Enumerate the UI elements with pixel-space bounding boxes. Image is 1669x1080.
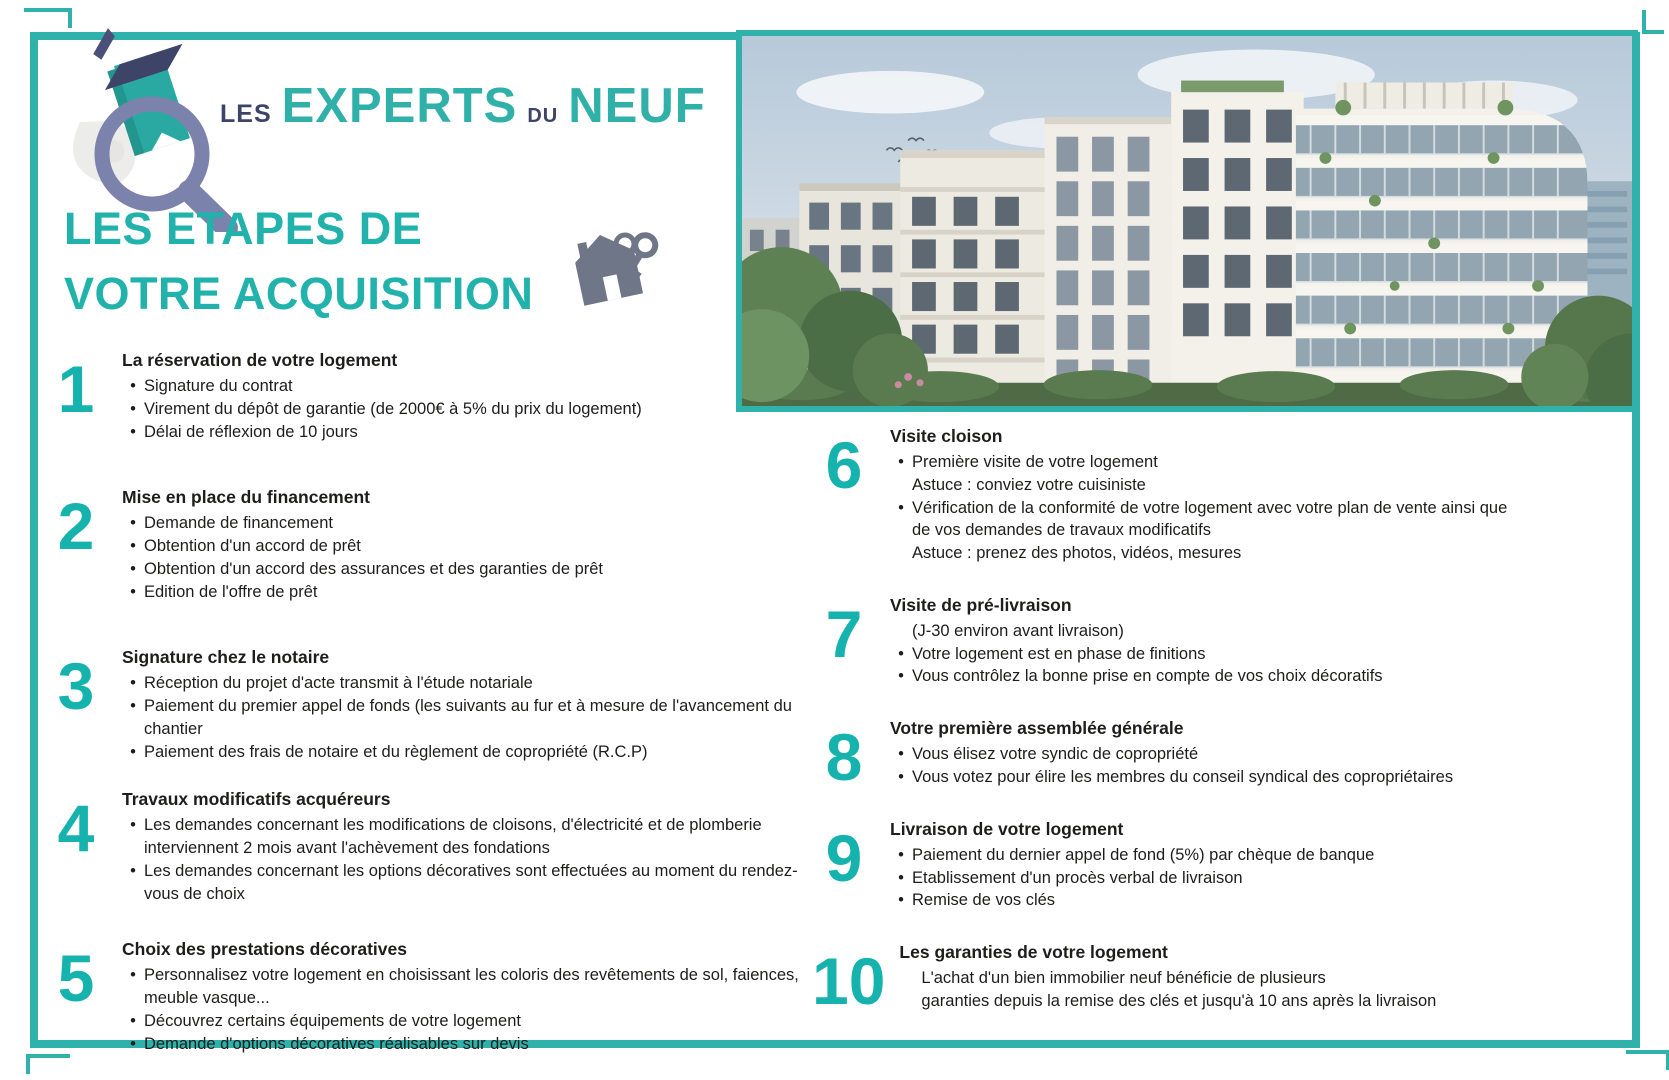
- step-1: [46, 350, 812, 443]
- bullet-item: • Obtention d'un accord des assurances et des garanties de prêt: [130, 559, 604, 578]
- step-heading: Mise en place du financement: [122, 487, 370, 508]
- step-heading: Les garanties de votre logement: [899, 942, 1168, 963]
- bullet-item: • Demande d'options décoratives réalisables sur devis: [130, 1034, 529, 1053]
- step-8: [812, 718, 1528, 795]
- step-heading: Signature chez le notaire: [122, 647, 330, 668]
- step-9: [812, 819, 1528, 912]
- page-title: [64, 196, 533, 327]
- bullet-item: • Demande de financement: [130, 514, 333, 533]
- bullet-item: • Découvrez certains équipements de votre logement: [130, 1012, 521, 1031]
- brand-les: LES: [220, 100, 272, 128]
- step-heading: Visite de pré-livraison: [890, 594, 1072, 615]
- building-photo: [736, 30, 1638, 412]
- bullet-item: • Votre logement est en phase de finitions: [898, 644, 1206, 663]
- step-number: 2: [57, 489, 95, 564]
- step-2: [46, 487, 812, 603]
- bullet-item: • Paiement des frais de notaire et du règlement de copropriété (R.C.P): [130, 742, 648, 761]
- step-number: 7: [825, 596, 863, 671]
- step-number: 9: [825, 820, 863, 895]
- building-rendering-image: [742, 36, 1632, 406]
- bullet-item: • Vous contrôlez la bonne prise en compte de vos choix décoratifs: [898, 667, 1383, 686]
- step-number: 8: [825, 720, 863, 795]
- bullet-item: • Les demandes concernant les options décoratives sont effectuées au moment du rendez-vous de choix: [130, 861, 798, 903]
- step-heading: Travaux modificatifs acquéreurs: [122, 789, 391, 810]
- text-line: garanties depuis la remise des clés et jusqu'à 10 ans après la livraison: [921, 991, 1437, 1010]
- step-heading: Votre première assemblée générale: [890, 718, 1184, 739]
- text-line: (J-30 environ avant livraison): [912, 621, 1124, 640]
- bullet-item: • Signature du contrat: [130, 377, 293, 395]
- step-number: 6: [825, 428, 863, 502]
- text-line: L'achat d'un bien immobilier neuf bénéficie de plusieurs: [921, 969, 1326, 988]
- brand-logo: [52, 0, 712, 200]
- brand-neuf: NEUF: [568, 79, 706, 133]
- step-4: [46, 789, 812, 905]
- bullet-item: • Obtention d'un accord de prêt: [130, 537, 361, 556]
- page-title-line1: LES ETAPES DE: [64, 203, 423, 254]
- step-5: [46, 939, 812, 1055]
- bullet-item: • Paiement du premier appel de fonds (les suivants au fur et à mesure de l'avancement du chantier: [130, 697, 792, 738]
- bullet-item: • Paiement du dernier appel de fond (5%) par chèque de banque: [898, 845, 1375, 864]
- step-number: 1: [57, 352, 95, 426]
- step-7: [812, 595, 1528, 688]
- text-line: Astuce : prenez des photos, vidéos, mesures: [912, 544, 1242, 563]
- step-number: 3: [57, 649, 95, 724]
- house-with-keys-icon: [563, 218, 673, 308]
- bullet-item: • Les demandes concernant les modifications de cloisons, d'électricité et de plomberie interviennent 2 mois avant l'achèvement des fondations: [130, 816, 762, 858]
- bullet-item: • Edition de l'offre de prêt: [130, 582, 318, 601]
- step-6: [812, 426, 1528, 565]
- bullet-item: • Délai de réflexion de 10 jours: [130, 422, 358, 441]
- corner-bracket-bottom-right: [1626, 1050, 1669, 1070]
- step-heading: Livraison de votre logement: [890, 818, 1124, 839]
- brand-du: DU: [527, 105, 559, 127]
- step-heading: Visite cloison: [890, 426, 1003, 446]
- step-number: 5: [57, 941, 95, 1016]
- bullet-item: • Personnalisez votre logement en choisissant les coloris des revêtements de sol, faiences, meuble vasque...: [130, 966, 799, 1008]
- bullet-item: • Vérification de la conformité de votre logement avec votre plan de vente ainsi que de vos demandes de travaux modificatifs: [898, 498, 1508, 540]
- bullet-item: • Réception du projet d'acte transmit à l'étude notariale: [130, 674, 533, 693]
- bullet-item: • Première visite de votre logement: [898, 453, 1158, 471]
- bullet-item: • Vous votez pour élire les membres du conseil syndical des copropriétaires: [898, 767, 1454, 786]
- corner-bracket-top-right: [1642, 10, 1664, 34]
- brand-experts: EXPERTS: [281, 79, 518, 133]
- steps-left-column: [46, 350, 812, 1080]
- step-number: 10: [812, 944, 886, 1019]
- step-number: 4: [57, 791, 95, 866]
- brand-wordmark: [220, 78, 706, 134]
- bullet-item: • Vous élisez votre syndic de copropriété: [898, 745, 1199, 764]
- step-heading: Choix des prestations décoratives: [122, 939, 407, 960]
- step-3: [46, 647, 812, 763]
- text-line: Astuce : conviez votre cuisiniste: [912, 475, 1146, 494]
- bullet-item: • Etablissement d'un procès verbal de livraison: [898, 868, 1243, 887]
- bullet-item: • Remise de vos clés: [898, 891, 1056, 910]
- steps-right-column: [812, 426, 1528, 1043]
- page-title-line2: VOTRE ACQUISITION: [64, 268, 534, 320]
- step-heading: La réservation de votre logement: [122, 350, 398, 370]
- bullet-item: • Virement du dépôt de garantie (de 2000€ à 5% du prix du logement): [130, 399, 642, 418]
- step-10: [812, 942, 1528, 1019]
